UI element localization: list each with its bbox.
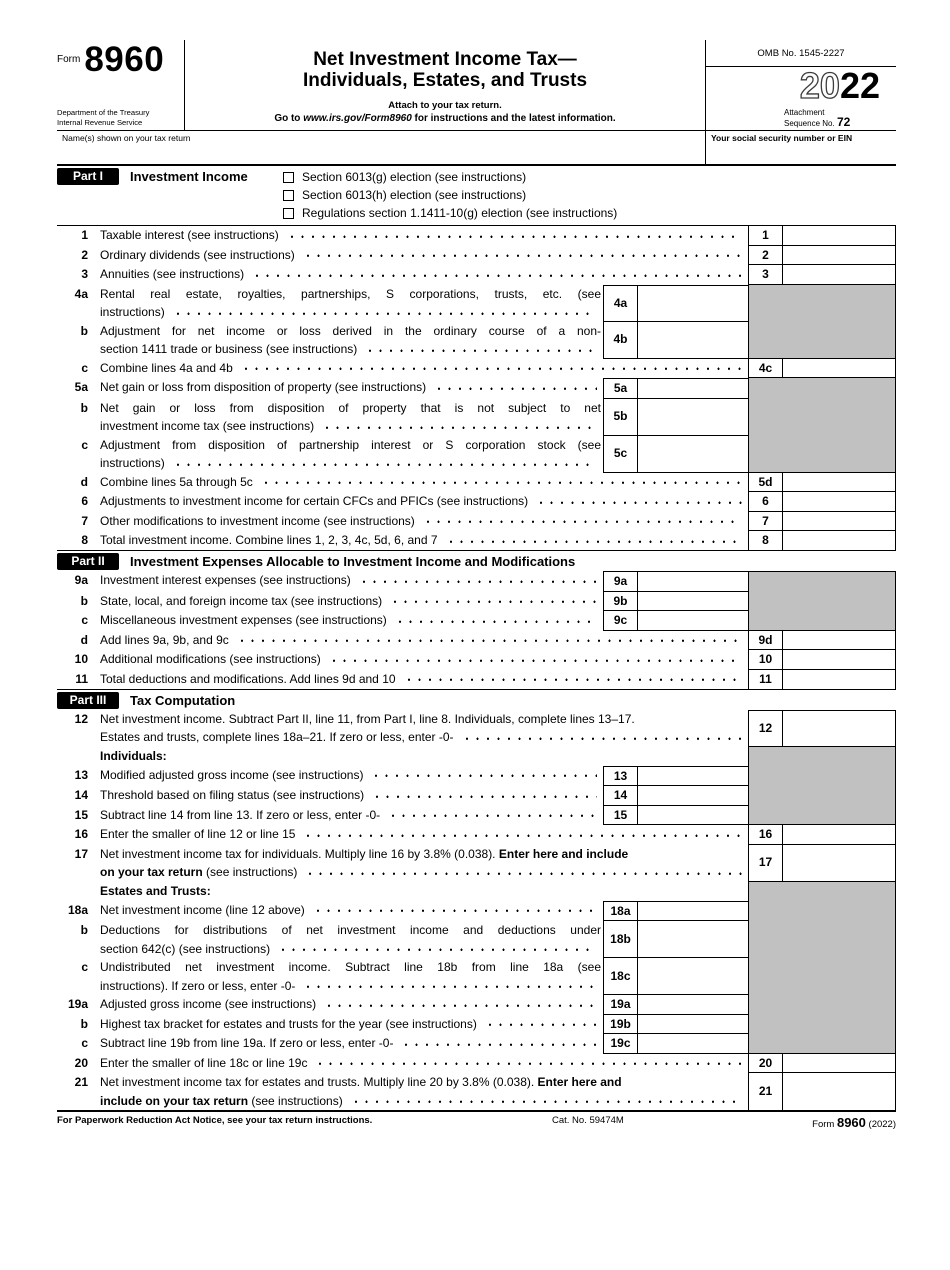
line-5c-box-number: 5c <box>603 436 637 473</box>
line-18a-amount-input[interactable] <box>637 901 748 922</box>
line-9d-box-number: 9d <box>748 631 782 651</box>
dotted-leader <box>395 615 597 628</box>
shaded-area <box>748 1034 896 1054</box>
line-8-text: Total investment income. Combine lines 1, 2, 3, 4c, 5d, 6, and 7 <box>100 533 438 547</box>
dotted-leader <box>404 673 742 686</box>
line-12-text: Net investment income. Subtract Part II, line 11, from Part I, line 8. Individuals, complete lines 13–17. <box>100 711 635 726</box>
section-6013h-label: Section 6013(h) election (see instructions) <box>302 188 527 202</box>
omb-year-block <box>706 40 896 130</box>
line-7-amount-input[interactable] <box>782 512 896 532</box>
line-21: 21 Net investment income tax for estates and trusts. Multiply line 20 by 3.8% (0.038). Enter here and include on your tax return (see instructions) 21 <box>57 1073 896 1110</box>
dotted-leader <box>365 344 597 357</box>
form-header <box>57 40 896 130</box>
line-16-amount-input[interactable] <box>782 825 896 845</box>
dotted-leader <box>388 809 597 822</box>
shaded-area <box>748 592 896 612</box>
line-11-amount-input[interactable] <box>782 670 896 689</box>
line-8-box-number: 8 <box>748 531 782 550</box>
dotted-leader <box>372 790 597 803</box>
attachment-sequence: Attachment Sequence No. 72 <box>784 108 851 129</box>
line-5c-number: c <box>81 437 88 452</box>
dotted-leader <box>434 382 597 395</box>
dotted-leader <box>329 654 742 667</box>
form-title-block <box>185 40 706 130</box>
form-identity-block <box>57 40 185 130</box>
election-1411-row <box>283 204 896 222</box>
dotted-leader <box>390 595 597 608</box>
year-solid-digits: 22 <box>839 65 880 106</box>
line-5d <box>57 473 896 493</box>
line-3-text: Annuities (see instructions) <box>100 267 245 281</box>
tax-year <box>706 65 896 106</box>
dotted-leader <box>287 230 742 243</box>
line-4b-box-number: 4b <box>603 322 637 359</box>
election-6013h-row <box>283 186 896 204</box>
taxpayer-row <box>57 130 896 166</box>
irs-line: Internal Revenue Service <box>57 117 143 127</box>
shaded-area <box>748 571 896 592</box>
line-17: 17 Net investment income tax for individuals. Multiply line 16 by 3.8% (0.038). Enter here and include on your tax return (see instructions) 17 <box>57 845 896 882</box>
line-1-number: 1 <box>81 228 88 242</box>
individuals-subheading: Individuals: <box>100 748 167 763</box>
dotted-leader <box>303 980 597 993</box>
shaded-area <box>748 995 896 1015</box>
shaded-area <box>748 378 896 399</box>
line-18b-text: Deductions for distributions of net investment income and deductions under <box>100 923 601 937</box>
line-4a: 4a Rental real estate, royalties, partnerships, S corporations, trusts, etc. (see instructions) 4a <box>57 285 896 322</box>
line-18a-box-number: 18a <box>603 901 637 922</box>
dotted-leader <box>305 867 742 880</box>
line-5a-box-number: 5a <box>603 378 637 399</box>
part-2-title: Investment Expenses Allocable to Investment Income and Modifications <box>130 554 576 569</box>
form-word: Form <box>57 54 81 65</box>
shaded-area <box>748 436 896 473</box>
line-4b-text: Adjustment for net income or loss derived in the ordinary course of a non- <box>100 323 601 338</box>
line-4a-number: 4a <box>74 286 88 301</box>
line-9c-number: c <box>81 613 88 627</box>
sequence-number: 72 <box>836 114 851 129</box>
line-9a-number: 9a <box>74 573 88 587</box>
dotted-leader <box>237 634 742 647</box>
line-9c-box-number: 9c <box>603 611 637 631</box>
line-1-box-number: 1 <box>748 226 782 246</box>
form-footer-id: Form 8960 (2022) <box>812 1115 896 1130</box>
line-18c: c Undistributed net investment income. Subtract line 18b from line 18a (see instructions). If zero or less, enter -0- 18c <box>57 958 896 995</box>
dotted-leader <box>462 732 742 745</box>
line-8-number: 8 <box>81 533 88 547</box>
dotted-leader <box>485 1018 597 1031</box>
line-5a-amount-input[interactable] <box>637 378 748 399</box>
line-13 <box>57 766 896 787</box>
part-1-title: Investment Income <box>130 169 248 184</box>
line-6-box-number: 6 <box>748 492 782 512</box>
line-5c-amount-input[interactable] <box>637 436 748 473</box>
line-4c-number: c <box>81 360 88 375</box>
attach-instruction: Attach to your tax return. <box>388 100 502 111</box>
dotted-leader <box>324 999 597 1012</box>
dotted-leader <box>371 769 597 782</box>
goto-instruction: Go to www.irs.gov/Form8960 for instructions and the latest information. <box>274 113 616 124</box>
form-number: 8960 <box>84 40 165 79</box>
line-19c-box-number: 19c <box>603 1034 637 1054</box>
line-3-box-number: 3 <box>748 265 782 285</box>
line-17-amount-input[interactable] <box>782 845 896 882</box>
year-outline-digits: 20 <box>799 65 840 106</box>
line-20-number: 20 <box>74 1055 88 1070</box>
shaded-area <box>748 958 896 995</box>
line-18c-box-number: 18c <box>603 958 637 995</box>
dept-treasury-line: Department of the Treasury <box>57 108 150 117</box>
line-10 <box>57 650 896 670</box>
line-5d-amount-input[interactable] <box>782 473 896 493</box>
shaded-area <box>748 399 896 436</box>
line-7 <box>57 512 896 532</box>
part-1-label: Part I <box>57 168 119 185</box>
line-4a-amount-input[interactable] <box>637 285 748 322</box>
line-19c-number: c <box>81 1036 88 1050</box>
shaded-area <box>748 766 896 787</box>
dotted-leader <box>173 458 597 471</box>
line-6-amount-input[interactable] <box>782 492 896 512</box>
line-16-box-number: 16 <box>748 825 782 845</box>
line-5a <box>57 378 896 399</box>
line-8 <box>57 531 896 550</box>
line-16 <box>57 825 896 845</box>
line-9b-box-number: 9b <box>603 592 637 612</box>
part-3-title: Tax Computation <box>130 692 236 708</box>
section-6013h-checkbox[interactable] <box>283 190 294 201</box>
estates-subheading: Estates and Trusts: <box>100 883 211 898</box>
line-2-number: 2 <box>81 247 88 262</box>
line-9a-text: Investment interest expenses (see instructions) <box>100 573 351 587</box>
line-4a-box-number: 4a <box>603 285 637 322</box>
line-19c-text: Subtract line 19b from line 19a. If zero or less, enter -0- <box>100 1036 394 1050</box>
dotted-leader <box>303 829 742 842</box>
line-13-number: 13 <box>74 767 88 782</box>
line-10-text: Additional modifications (see instructions) <box>100 652 321 666</box>
line-12: 12 Net investment income. Subtract Part II, line 11, from Part I, line 8. Individuals, complete lines 13–17. Estates and trusts, complete lines 18a–21. If zero or less, enter -0- 12 <box>57 710 896 747</box>
individuals-subheading-row <box>57 747 896 766</box>
part-3-label: Part III <box>57 692 119 709</box>
line-8-amount-input[interactable] <box>782 531 896 550</box>
paperwork-notice: For Paperwork Reduction Act Notice, see your tax return instructions. <box>57 1115 373 1126</box>
line-19c-amount-input[interactable] <box>637 1034 748 1054</box>
line-13-text: Modified adjusted gross income (see instructions) <box>100 767 364 782</box>
line-12-box-number: 12 <box>748 710 782 747</box>
form-8960-page <box>57 40 896 1130</box>
line-13-box-number: 13 <box>603 766 637 787</box>
shaded-area <box>748 921 896 958</box>
line-4c <box>57 359 896 379</box>
dotted-leader <box>252 269 742 282</box>
line-18c-number: c <box>81 960 88 974</box>
line-14-text: Threshold based on filing status (see instructions) <box>100 788 365 802</box>
line-16-number: 16 <box>74 827 88 841</box>
line-5d-text: Combine lines 5a through 5c <box>100 474 253 489</box>
line-14 <box>57 786 896 806</box>
line-9c-text: Miscellaneous investment expenses (see instructions) <box>100 613 387 627</box>
form-title-line2: Individuals, Estates, and Trusts <box>302 70 588 91</box>
line-20 <box>57 1054 896 1074</box>
dotted-leader <box>401 1038 597 1051</box>
line-9c-amount-input[interactable] <box>637 611 748 631</box>
line-18a <box>57 901 896 922</box>
catalog-number: Cat. No. 59474M <box>552 1115 624 1126</box>
line-18c-amount-input[interactable] <box>637 958 748 995</box>
line-18b-amount-input[interactable] <box>637 921 748 958</box>
line-21-text: Net investment income tax for estates and trusts. Multiply line 20 by 3.8% (0.038). Enter here and <box>100 1075 622 1089</box>
shaded-area <box>748 786 896 806</box>
line-12-amount-input[interactable] <box>782 710 896 747</box>
line-19a-amount-input[interactable] <box>637 995 748 1015</box>
dotted-leader <box>423 515 742 528</box>
line-3 <box>57 265 896 285</box>
line-9d <box>57 631 896 651</box>
line-4c-text: Combine lines 4a and 4b <box>100 360 233 375</box>
line-5b-number: b <box>80 400 88 415</box>
line-5c: c Adjustment from disposition of partnership interest or S corporation stock (see instructions) 5c <box>57 436 896 473</box>
section-6013g-label: Section 6013(g) election (see instructions) <box>302 170 527 184</box>
dotted-leader <box>351 1095 742 1108</box>
line-7-number: 7 <box>81 513 88 528</box>
line-19b-box-number: 19b <box>603 1015 637 1035</box>
line-21-number: 21 <box>74 1075 88 1089</box>
line-21-box-number: 21 <box>748 1073 782 1110</box>
line-19b <box>57 1015 896 1035</box>
dotted-leader <box>241 362 742 375</box>
line-9a-box-number: 9a <box>603 571 637 592</box>
line-11 <box>57 670 896 689</box>
taxpayer-tin-field[interactable] <box>706 131 896 164</box>
line-5b-box-number: 5b <box>603 399 637 436</box>
line-17-text: Net investment income tax for individuals. Multiply line 16 by 3.8% (0.038). Enter here and include <box>100 846 629 861</box>
dotted-leader <box>322 421 597 434</box>
line-5a-number: 5a <box>74 380 88 394</box>
line-7-box-number: 7 <box>748 512 782 532</box>
line-6-text: Adjustments to investment income for certain CFCs and PFICs (see instructions) <box>100 494 529 508</box>
line-9d-text: Add lines 9a, 9b, and 9c <box>100 632 229 647</box>
section-6013g-checkbox[interactable] <box>283 172 294 183</box>
line-9b-text: State, local, and foreign income tax (see instructions) <box>100 593 383 608</box>
taxpayer-name-label: Name(s) shown on your tax return <box>62 133 191 143</box>
line-19a-number: 19a <box>67 997 88 1011</box>
line-5b: b Net gain or loss from disposition of property that is not subject to net investment income tax (see instructions) 5b <box>57 399 896 436</box>
line-2 <box>57 246 896 266</box>
form-footer <box>57 1110 896 1130</box>
line-6-number: 6 <box>81 494 88 508</box>
shaded-area <box>748 901 896 922</box>
estates-subheading-row <box>57 882 896 901</box>
line-9a <box>57 571 896 592</box>
election-6013g-row <box>283 168 896 186</box>
part-2-label: Part II <box>57 553 119 570</box>
dotted-leader <box>303 249 742 262</box>
line-20-box-number: 20 <box>748 1054 782 1074</box>
dotted-leader <box>536 496 742 509</box>
line-21-amount-input[interactable] <box>782 1073 896 1110</box>
line-18b-number: b <box>80 923 88 937</box>
taxpayer-name-field[interactable] <box>57 131 706 164</box>
dotted-leader <box>359 575 597 588</box>
line-9c <box>57 611 896 631</box>
line-15-amount-input[interactable] <box>637 806 748 826</box>
line-5c-text: Adjustment from disposition of partnership interest or S corporation stock (see <box>100 437 601 452</box>
form-title-line1: Net Investment Income Tax— <box>313 49 577 70</box>
line-18b: b Deductions for distributions of net investment income and deductions under section 642(c) (see instructions) 18b <box>57 921 896 958</box>
line-15 <box>57 806 896 826</box>
line-1 <box>57 226 896 246</box>
line-18c-text: Undistributed net investment income. Subtract line 18b from line 18a (see <box>100 960 601 974</box>
line-5b-text: Net gain or loss from disposition of property that is not subject to net <box>100 400 601 415</box>
line-7-text: Other modifications to investment income (see instructions) <box>100 513 415 528</box>
line-19b-number: b <box>80 1016 88 1031</box>
taxpayer-tin-label: Your social security number or EIN <box>711 133 853 143</box>
line-16-text: Enter the smaller of line 12 or line 15 <box>100 827 296 841</box>
line-17-box-number: 17 <box>748 845 782 882</box>
line-5b-amount-input[interactable] <box>637 399 748 436</box>
line-15-text: Subtract line 14 from line 13. If zero or less, enter -0- <box>100 807 381 822</box>
irs-form-url[interactable]: www.irs.gov/Form8960 <box>303 113 412 124</box>
line-18b-box-number: 18b <box>603 921 637 958</box>
line-14-number: 14 <box>74 788 88 802</box>
line-4c-amount-input[interactable] <box>782 359 896 379</box>
part-1-header <box>57 166 896 226</box>
line-15-number: 15 <box>74 807 88 822</box>
line-4c-box-number: 4c <box>748 359 782 379</box>
line-14-amount-input[interactable] <box>637 786 748 806</box>
line-15-box-number: 15 <box>603 806 637 826</box>
line-5d-box-number: 5d <box>748 473 782 493</box>
line-6 <box>57 492 896 512</box>
line-4b-amount-input[interactable] <box>637 322 748 359</box>
line-19a-text: Adjusted gross income (see instructions) <box>100 997 317 1011</box>
shaded-area <box>748 747 896 766</box>
line-20-text: Enter the smaller of line 18c or line 19c <box>100 1055 308 1070</box>
line-10-number: 10 <box>74 652 88 666</box>
line-9a-amount-input[interactable] <box>637 571 748 592</box>
line-10-amount-input[interactable] <box>782 650 896 670</box>
line-19a-box-number: 19a <box>603 995 637 1015</box>
line-19c <box>57 1034 896 1054</box>
dotted-leader <box>173 307 597 320</box>
regulations-1411-checkbox[interactable] <box>283 208 294 219</box>
line-11-number: 11 <box>75 671 88 686</box>
shaded-area <box>748 322 896 359</box>
line-9b-amount-input[interactable] <box>637 592 748 612</box>
line-19b-amount-input[interactable] <box>637 1015 748 1035</box>
regulations-1411-label: Regulations section 1.1411-10(g) election (see instructions) <box>302 206 618 220</box>
shaded-area <box>748 285 896 322</box>
line-9b <box>57 592 896 612</box>
line-2-box-number: 2 <box>748 246 782 266</box>
line-11-box-number: 11 <box>748 670 782 689</box>
line-5d-number: d <box>80 474 88 489</box>
line-9d-amount-input[interactable] <box>782 631 896 651</box>
line-5a-text: Net gain or loss from disposition of property (see instructions) <box>100 380 427 394</box>
omb-number: OMB No. 1545-2227 <box>706 40 896 67</box>
line-13-amount-input[interactable] <box>637 766 748 787</box>
dotted-leader <box>261 476 742 489</box>
line-4a-text: Rental real estate, royalties, partnerships, S corporations, trusts, etc. (see <box>100 286 601 301</box>
line-18a-number: 18a <box>67 902 88 917</box>
line-12-number: 12 <box>74 711 88 726</box>
line-9b-number: b <box>80 593 88 608</box>
part-2-header <box>57 550 896 571</box>
shaded-area <box>748 882 896 901</box>
line-9d-number: d <box>80 632 88 647</box>
line-17-number: 17 <box>74 846 88 861</box>
line-2-amount-input[interactable] <box>782 246 896 266</box>
shaded-area <box>748 611 896 631</box>
line-4b-number: b <box>80 323 88 338</box>
line-14-box-number: 14 <box>603 786 637 806</box>
line-10-box-number: 10 <box>748 650 782 670</box>
line-3-amount-input[interactable] <box>782 265 896 285</box>
dotted-leader <box>315 1057 742 1070</box>
line-19b-text: Highest tax bracket for estates and trusts for the year (see instructions) <box>100 1016 477 1031</box>
line-4b: b Adjustment for net income or loss derived in the ordinary course of a non- section 1411 trade or business (see instructions) 4b <box>57 322 896 359</box>
line-1-text: Taxable interest (see instructions) <box>100 228 279 242</box>
line-11-text: Total deductions and modifications. Add lines 9d and 10 <box>100 671 396 686</box>
line-19a <box>57 995 896 1015</box>
dotted-leader <box>446 535 742 548</box>
line-1-amount-input[interactable] <box>782 226 896 246</box>
dotted-leader <box>278 943 597 956</box>
line-18a-text: Net investment income (line 12 above) <box>100 902 305 917</box>
shaded-area <box>748 1015 896 1035</box>
line-20-amount-input[interactable] <box>782 1054 896 1074</box>
dotted-leader <box>313 904 597 917</box>
part-3-header <box>57 689 896 710</box>
line-2-text: Ordinary dividends (see instructions) <box>100 247 295 262</box>
shaded-area <box>748 806 896 826</box>
line-3-number: 3 <box>81 267 88 281</box>
